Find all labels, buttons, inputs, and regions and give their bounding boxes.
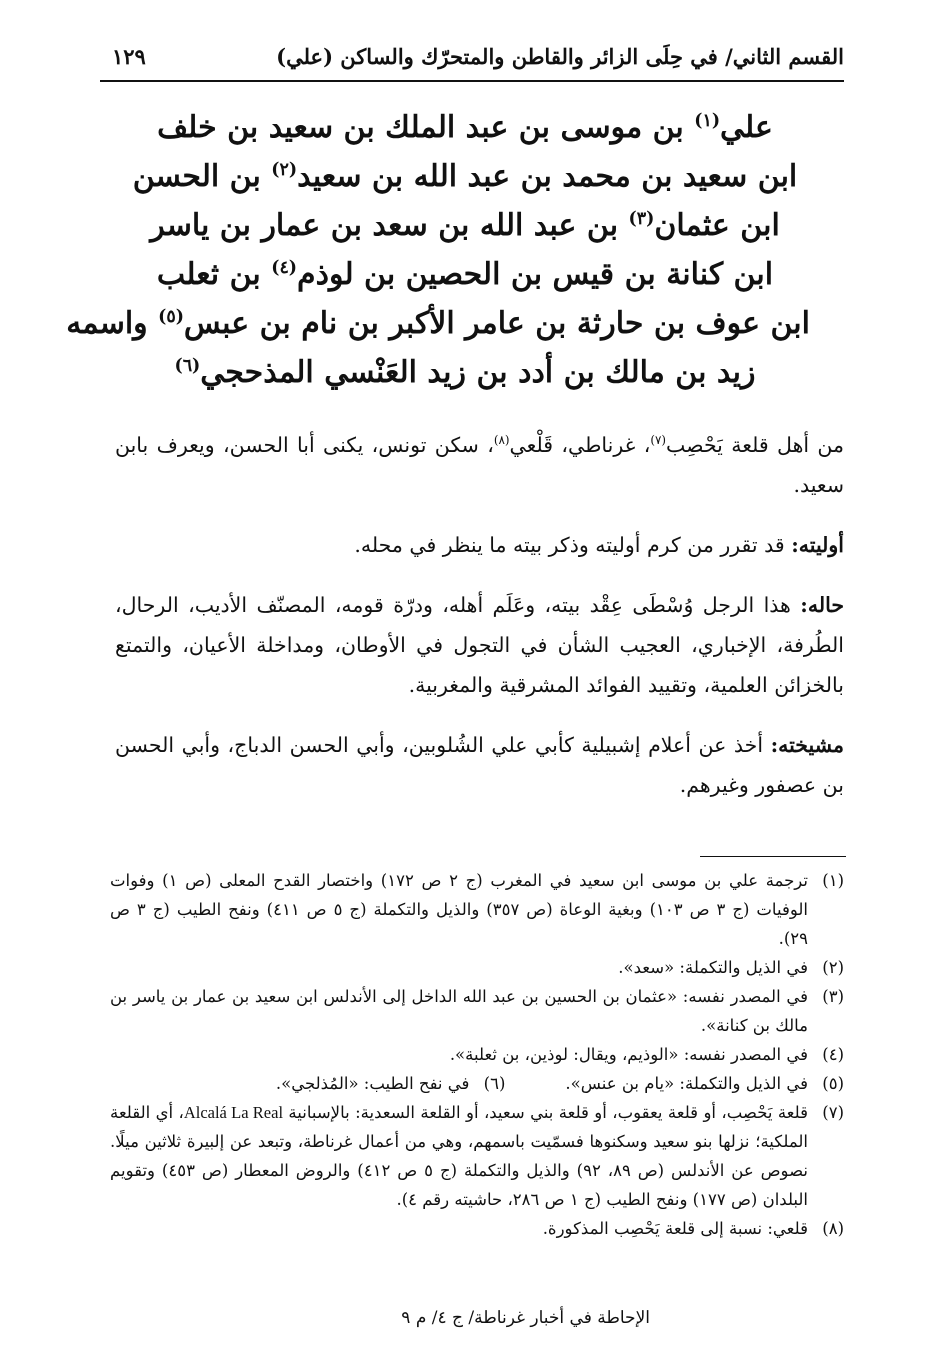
genealogy-text: بن ثعلب xyxy=(156,257,272,292)
footnote-marker[interactable]: (٥) xyxy=(158,307,184,327)
footnote-marker[interactable]: (٤) xyxy=(271,258,298,278)
genealogy-text: بن الحسن xyxy=(132,159,272,194)
footnote-text: في المصدر نفسه: «الوذيم، ويقال: لوذين، بن ثعلبة». xyxy=(449,1045,808,1064)
genealogy-text: زيد بن مالك بن أدد بن زيد العَنْسي المذحجي xyxy=(200,355,756,390)
running-title: القسم الثاني/ في حِلَى الزائر والقاطن والمتحرّك والساكن (علي) xyxy=(276,44,844,69)
page-number: ١٢٩ xyxy=(112,44,146,69)
footnote-divider xyxy=(700,856,846,857)
genealogy-line xyxy=(120,348,810,397)
genealogy-text: بن عبد الله بن سعد بن عمار بن ياسر xyxy=(150,208,629,243)
footnote-text: في نفح الطيب: «المُذلجي». xyxy=(275,1074,470,1093)
section-text: هذا الرجل وُسْطَى عِقْد بيته، وعَلَم أهله، ودرّة قومه، المصنّف الأديب، الرحال، الطُرفة، الإخباري، العجيب الشأن في التجول في الأوطان، ومداخلة الأعيان، والتمتع بالخزائن العلمية، وتقييد الفوائد المشرقية والمغربية. xyxy=(115,593,844,697)
footnote-number: (٢) xyxy=(822,958,844,977)
intro-paragraph xyxy=(115,425,844,505)
footnote-number: (١) xyxy=(822,871,844,890)
footnote xyxy=(110,1040,844,1069)
section-label: أوليته: xyxy=(791,533,844,557)
latin-place-name: Alcalá La Real xyxy=(183,1103,284,1122)
footnote xyxy=(110,1098,844,1214)
genealogy-line xyxy=(120,152,810,201)
section-mashyakhatuh xyxy=(115,725,844,805)
footnote-marker[interactable]: (١) xyxy=(694,111,721,131)
footnote xyxy=(110,982,844,1040)
footnote-number: (٧) xyxy=(822,1103,844,1122)
intro-text: من أهل قلعة يَحْصِب xyxy=(666,433,845,457)
genealogy-line xyxy=(120,250,810,299)
footnote-marker[interactable]: (٧) xyxy=(650,433,667,448)
footnote-text-part: ، أي القلعة الملكية؛ نزلها بنو سعيد وسكنوها فسمّيت باسمهم، وهي من أعمال غرناطة، وتبعد عن إلبيرة ثلاثين ميلًا. نصوص عن الأندلس (ص ٨٩، ٩٢) والذيل والتكملة (ج ٥ ص ٤١٢) والروض المعطار (ص ٤٥٣) وتقويم البلدان (ص ١٧٧) ونفح الطيب (ج ١ ص ٢٨٦، حاشيته رقم ٤). xyxy=(110,1103,808,1209)
footnote-number: (٥) xyxy=(822,1074,844,1093)
genealogy-line xyxy=(120,201,810,250)
section-text: أخذ عن أعلام إشبيلية كأبي علي الشُلوبين، وأبي الحسن الدباج، وأبي الحسن بن عصفور وغيرهم. xyxy=(115,733,844,797)
section-awwaliyatuh xyxy=(115,525,844,565)
footnote-text: في المصدر نفسه: «عثمان بن الحسين بن عبد الله الداخل إلى الأندلس ابن سعيد بن عمار بن ياسر بن مالك بن كنانة». xyxy=(110,987,808,1035)
footnote-gap xyxy=(505,1069,565,1098)
footnote-marker[interactable]: (٢) xyxy=(271,160,298,180)
footnote-text: ترجمة علي بن موسى ابن سعيد في المغرب (ج ٢ ص ١٧٢) واختصار القدح المعلى (ص ١) وفوات الوفيات (ج ٣ ص ١٠٣) وبغية الوعاة (ص ٣٥٧) والذيل والتكملة (ج ٥ ص ٤١١) ونفح الطيب (ج ٣ ص ٢٩). xyxy=(110,871,808,948)
footnote-marker[interactable]: (٣) xyxy=(628,209,655,229)
genealogy-title xyxy=(66,103,810,397)
body-text xyxy=(115,425,844,825)
footnote xyxy=(110,1214,844,1243)
genealogy-text: ابن سعيد بن محمد بن عبد الله بن سعيد xyxy=(297,159,798,194)
footnote-number: (٤) xyxy=(822,1045,844,1064)
footnote-marker[interactable]: (٨) xyxy=(493,433,510,448)
footnote-text: في الذيل والتكملة: «يام بن عنس». xyxy=(565,1074,808,1093)
footnote-text: في الذيل والتكملة: «سعد». xyxy=(618,958,808,977)
footnote-text-part: قلعة يَحْصِب، أو قلعة يعقوب، أو قلعة بني سعيد، أو القلعة السعدية: بالإسبانية xyxy=(283,1103,808,1122)
genealogy-line xyxy=(66,299,810,348)
section-label: حاله: xyxy=(800,593,844,617)
genealogy-text: واسمه xyxy=(66,306,159,341)
footnote-number: (٨) xyxy=(822,1219,844,1238)
genealogy-text: ابن عوف بن حارثة بن عامر الأكبر بن نام بن عبس xyxy=(183,306,810,341)
footnote xyxy=(110,866,844,953)
footnote-text xyxy=(110,1098,808,1214)
footnotes xyxy=(110,866,844,1243)
footnote-text: قلعي: نسبة إلى قلعة يَحْصِب المذكورة. xyxy=(542,1219,808,1238)
page-header xyxy=(100,40,844,82)
genealogy-text: ابن كنانة بن قيس بن الحصين بن لوذم xyxy=(297,257,774,292)
intro-text: ، سكن تونس، يكنى أبا الحسن، ويعرف بابن سعيد. xyxy=(115,433,844,497)
intro-text: ، غرناطي، قَلْعي xyxy=(509,433,651,457)
page-footer: الإحاطة في أخبار غرناطة/ ج ٤/ م ٩ xyxy=(401,1308,650,1328)
section-haluh xyxy=(115,585,844,705)
genealogy-text: بن موسى بن عبد الملك بن سعيد بن خلف xyxy=(157,110,695,145)
genealogy-line xyxy=(120,103,810,152)
genealogy-text: علي xyxy=(720,110,773,145)
section-text: قد تقرر من كرم أوليته وذكر بيته ما ينظر في محله. xyxy=(354,533,792,557)
footnote xyxy=(110,953,844,982)
footnote-number: (٦) xyxy=(483,1074,506,1093)
footnote-pair xyxy=(110,1069,844,1098)
footnote-marker[interactable]: (٦) xyxy=(174,356,201,376)
genealogy-text: ابن عثمان xyxy=(654,208,780,243)
section-label: مشيخته: xyxy=(770,733,844,757)
footnote-number: (٣) xyxy=(822,987,844,1006)
